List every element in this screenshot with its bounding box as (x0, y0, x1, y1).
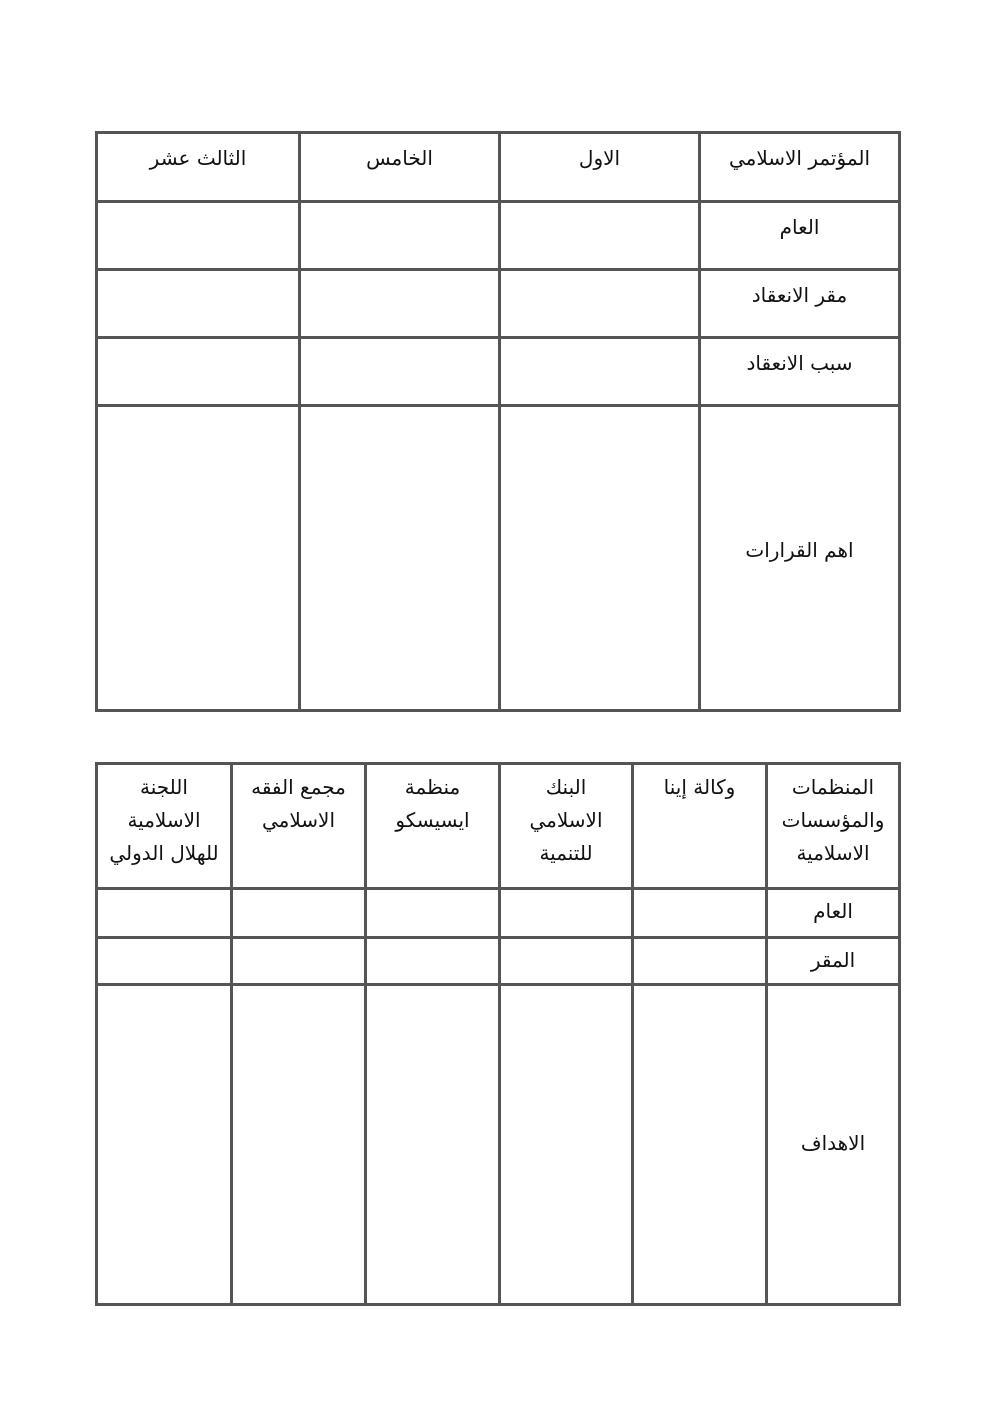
conference-empty-cell[interactable] (97, 202, 300, 270)
organizations-empty-cell[interactable] (97, 938, 232, 985)
conference-row-resolutions (97, 406, 900, 711)
conference-table (95, 131, 901, 712)
organizations-empty-cell[interactable] (633, 938, 767, 985)
conference-row-reason (97, 338, 900, 406)
organizations-row-year (97, 889, 900, 938)
organizations-empty-cell[interactable] (232, 938, 366, 985)
conference-empty-cell[interactable] (300, 406, 500, 711)
conference-header-thirteenth: الثالث عشر (97, 133, 300, 202)
organizations-row-label: العام (767, 889, 900, 938)
organizations-table (95, 762, 901, 1306)
organizations-empty-cell[interactable] (633, 985, 767, 1305)
conference-header-title: المؤتمر الاسلامي (700, 133, 900, 202)
organizations-row-label: المقر (767, 938, 900, 985)
conference-empty-cell[interactable] (97, 338, 300, 406)
organizations-empty-cell[interactable] (366, 889, 500, 938)
organizations-empty-cell[interactable] (633, 889, 767, 938)
conference-row-venue (97, 270, 900, 338)
organizations-empty-cell[interactable] (232, 889, 366, 938)
conference-header-fifth: الخامس (300, 133, 500, 202)
conference-empty-cell[interactable] (300, 270, 500, 338)
conference-empty-cell[interactable] (300, 338, 500, 406)
conference-empty-cell[interactable] (500, 202, 700, 270)
organizations-header-crescent (97, 764, 232, 889)
header-text: اللجنة الاسلامية للهلال الدولي (109, 775, 219, 865)
conference-empty-cell[interactable] (97, 270, 300, 338)
conference-header-first: الاول (500, 133, 700, 202)
header-text: وكالة إينا (663, 775, 736, 799)
header-text: المنظمات والمؤسسات الاسلامية (781, 775, 885, 865)
conference-empty-cell[interactable] (500, 406, 700, 711)
organizations-row-goals (97, 985, 900, 1305)
organizations-row-hq (97, 938, 900, 985)
organizations-empty-cell[interactable] (232, 985, 366, 1305)
organizations-empty-cell[interactable] (500, 985, 633, 1305)
organizations-header-isesco (366, 764, 500, 889)
conference-row-label: العام (700, 202, 900, 270)
conference-empty-cell[interactable] (500, 338, 700, 406)
conference-empty-cell[interactable] (300, 202, 500, 270)
organizations-header-fiqh (232, 764, 366, 889)
conference-row-label: اهم القرارات (700, 406, 900, 711)
organizations-empty-cell[interactable] (97, 889, 232, 938)
organizations-header-row (97, 764, 900, 889)
header-text: مجمع الفقه الاسلامي (251, 775, 346, 832)
conference-empty-cell[interactable] (97, 406, 300, 711)
organizations-header-ina (633, 764, 767, 889)
organizations-header-idb (500, 764, 633, 889)
organizations-empty-cell[interactable] (97, 985, 232, 1305)
organizations-empty-cell[interactable] (366, 938, 500, 985)
organizations-empty-cell[interactable] (500, 889, 633, 938)
conference-row-label: سبب الانعقاد (700, 338, 900, 406)
organizations-header-title (767, 764, 900, 889)
header-text: البنك الاسلامي للتنمية (529, 775, 603, 865)
conference-row-year (97, 202, 900, 270)
organizations-row-label: الاهداف (767, 985, 900, 1305)
header-text: منظمة ايسيسكو (395, 775, 470, 832)
conference-empty-cell[interactable] (500, 270, 700, 338)
organizations-empty-cell[interactable] (366, 985, 500, 1305)
conference-row-label: مقر الانعقاد (700, 270, 900, 338)
conference-header-row (97, 133, 900, 202)
organizations-empty-cell[interactable] (500, 938, 633, 985)
